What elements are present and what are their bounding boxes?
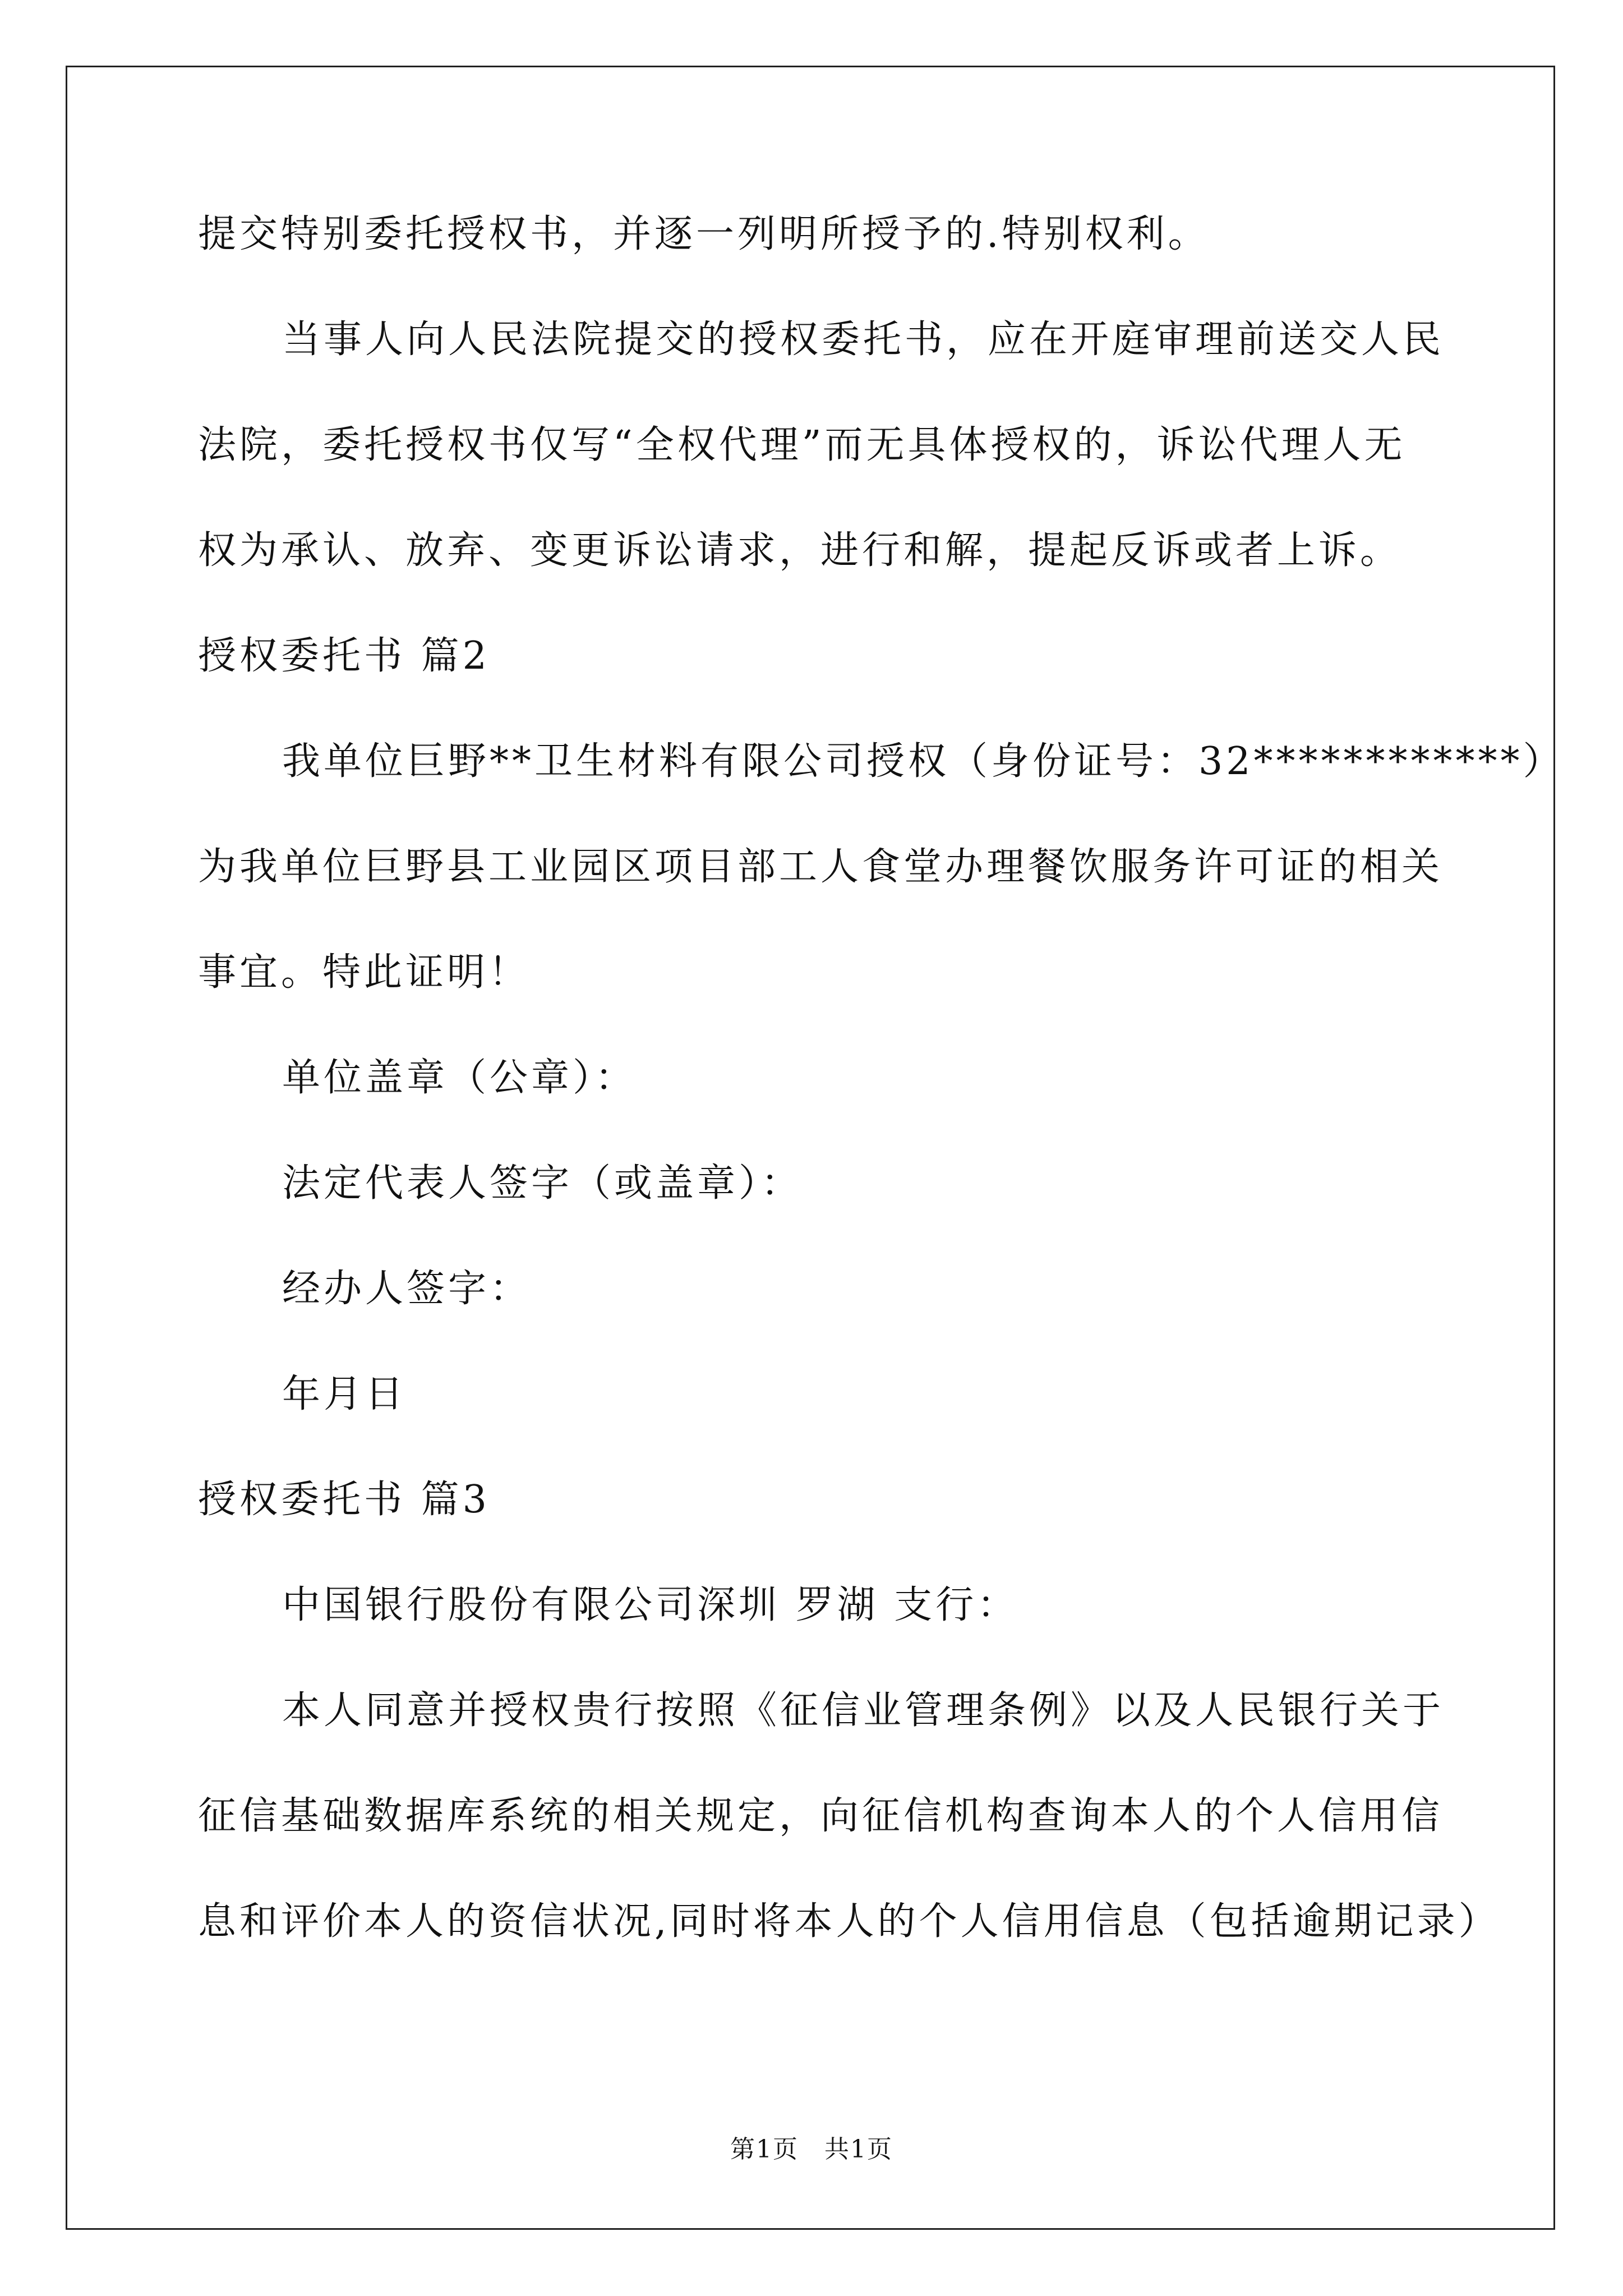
paragraph-line: 为我单位巨野县工业园区项目部工人食堂办理餐饮服务许可证的相关 (198, 845, 1444, 889)
paragraph-line: 征信基础数据库系统的相关规定，向征信机构查询本人的个人信用信 (198, 1794, 1444, 1838)
paragraph-line: 法院，委托授权书仅写“全权代理”而无具体授权的，诉讼代理人无 (198, 423, 1406, 467)
date-field: 年月日 (282, 1372, 407, 1416)
signature-field-seal: 单位盖章（公章）： (282, 1056, 637, 1100)
page-number-footer: 第1页 共1页 (730, 2135, 893, 2164)
paragraph-line: 当事人向人民法院提交的授权委托书，应在开庭审理前送交人民 (282, 318, 1445, 362)
paragraph-line: 权为承认、放弃、变更诉讼请求，进行和解，提起反诉或者上诉。 (198, 528, 1402, 573)
signature-field-handler: 经办人签字： (282, 1267, 532, 1311)
paragraph-line: 息和评价本人的资信状况,同时将本人的个人信用信息（包括逾期记录） (198, 1899, 1500, 1944)
paragraph-line: 事宜。特此证明！ (198, 950, 531, 995)
section-heading: 授权委托书 篇3 (198, 1478, 490, 1522)
paragraph-line: 提交特别委托授权书，并逐一列明所授予的.特别权利。 (198, 212, 1210, 256)
signature-field-representative: 法定代表人签字（或盖章）： (282, 1161, 803, 1205)
addressee-line: 中国银行股份有限公司深圳 罗湖 支行： (282, 1583, 1019, 1627)
paragraph-line: 本人同意并授权贵行按照《征信业管理条例》以及人民银行关于 (282, 1688, 1445, 1733)
section-heading: 授权委托书 篇2 (198, 634, 490, 678)
paragraph-line: 我单位巨野**卫生材料有限公司授权（身份证号：32************） (282, 739, 1565, 784)
